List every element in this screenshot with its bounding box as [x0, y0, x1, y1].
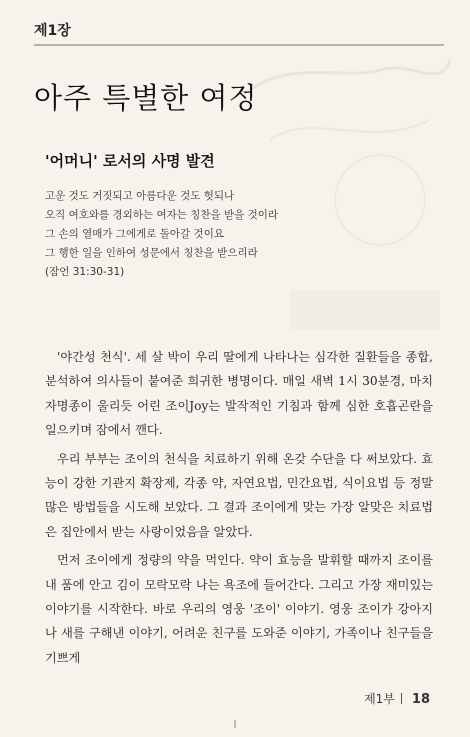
page-number: 18 [411, 692, 430, 707]
epigraph-line: 그 행한 일을 인하여 성문에서 칭찬을 받으리라 [45, 247, 258, 259]
section-title: 아주 특별한 여정 [34, 81, 258, 115]
body-paragraph: 먼저 조이에게 정량의 약을 먹인다. 약이 효능을 발휘할 때까지 조이를 내 품에 안고 김이 모락모락 나는 욕조에 들어간다. 그리고 가장 재미있는 이야기를 시작한다. 바로 우리의 영웅 '조이' 이야기. 영웅 조이가 강아지나 새를 구해낸 이야기, 어려운 친구를 도와준 이야기, 가족이나 친구들을 기쁘게 [45, 553, 433, 665]
part-label: 제1부 [364, 692, 395, 706]
chapter-label: 제1장 [34, 23, 71, 39]
section-subtitle: '어머니' 로서의 사명 발견 [45, 152, 215, 170]
epigraph-line: 그 손의 열매가 그에게로 돌아갈 것이요 [45, 228, 224, 240]
epigraph [45, 187, 315, 282]
body-paragraph: 우리 부부는 조이의 천식을 치료하기 위해 온갖 수단을 다 써보았다. 효능이 강한 기관지 확장제, 각종 약, 자연요법, 민간요법, 식이요법 등 정말 많은 방법들을 시도해 보았다. 그 결과 조이에게 맞는 가장 알맞은 치료법은 집안에서 받는 사랑이었음을 알았다. [45, 451, 433, 539]
footer-separator [401, 693, 402, 704]
page-footer [364, 690, 430, 707]
body-text [45, 345, 433, 674]
epigraph-line: 고운 것도 거짓되고 아름다운 것도 헛되나 [45, 190, 235, 202]
chapter-divider [34, 44, 444, 46]
body-paragraph: '야간성 천식'. 세 살 박이 우리 딸에게 나타나는 심각한 질환들을 종합, 분석하여 의사들이 붙여준 희귀한 병명이다. 매일 새벽 1시 30분경, 마치 자명종이 울리듯 어린 조이Joy는 발작적인 기침과 함께 심한 호흡곤란을 일으키며 잠에서 깬다. [45, 350, 433, 438]
gutter-mark [234, 720, 236, 728]
epigraph-citation: (잠언 31:30-31) [45, 266, 125, 278]
epigraph-line: 오직 여호와를 경외하는 여자는 칭찬을 받을 것이라 [45, 209, 279, 221]
